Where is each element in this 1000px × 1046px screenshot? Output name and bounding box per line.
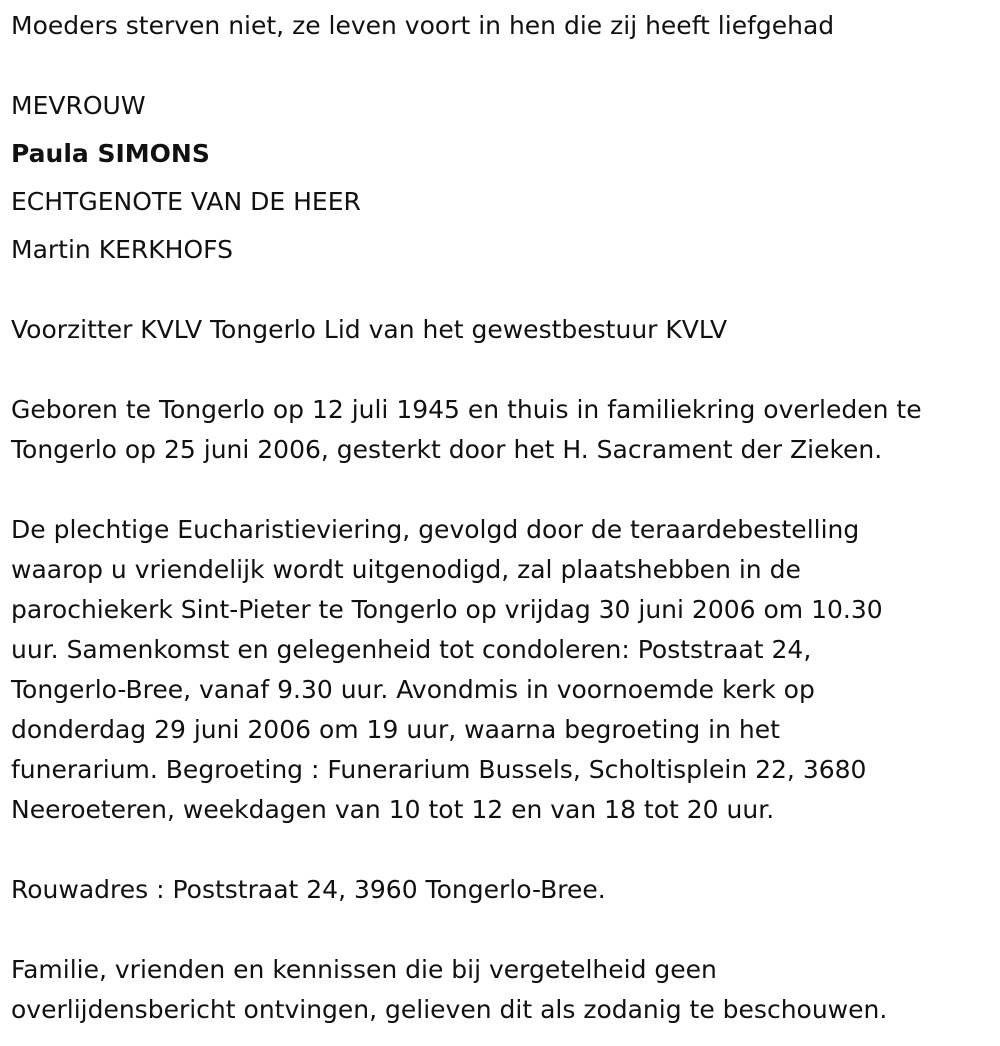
paragraph-line: Familie, vrienden en kennissen die bij vergetelheid geen — [11, 955, 717, 984]
paragraph-line: parochiekerk Sint-Pieter te Tongerlo op vrijdag 30 juni 2006 om 10.30 — [11, 595, 883, 624]
paragraph-line: Tongerlo op 25 juni 2006, gesterkt door het H. Sacrament der Zieken. — [11, 435, 883, 464]
paragraph-line: waarop u vriendelijk wordt uitgenodigd, zal plaatshebben in de — [11, 555, 801, 584]
mourning-address: Rouwadres : Poststraat 24, 3960 Tongerlo-Bree. — [11, 875, 606, 904]
spouse-name: Martin KERKHOFS — [11, 235, 233, 264]
paragraph-line: overlijdensbericht ontvingen, gelieven dit als zodanig te beschouwen. — [11, 995, 888, 1024]
paragraph-line: uur. Samenkomst en gelegenheid tot condoleren: Poststraat 24, — [11, 635, 812, 664]
honorific: MEVROUW — [11, 91, 146, 120]
paragraph-line: Geboren te Tongerlo op 12 juli 1945 en thuis in familiekring overleden te — [11, 395, 922, 424]
paragraph-line: De plechtige Eucharistieviering, gevolgd door de teraardebestelling — [11, 515, 860, 544]
paragraph-line: Tongerlo-Bree, vanaf 9.30 uur. Avondmis in voornoemde kerk op — [11, 675, 815, 704]
closing-paragraph — [11, 950, 986, 1030]
motto: Moeders sterven niet, ze leven voort in hen die zij heeft liefgehad — [11, 11, 835, 40]
role-line: Voorzitter KVLV Tongerlo Lid van het gewestbestuur KVLV — [11, 315, 728, 344]
birth-death-paragraph — [11, 390, 986, 470]
spouse-label: ECHTGENOTE VAN DE HEER — [11, 187, 361, 216]
paragraph-line: funerarium. Begroeting : Funerarium Bussels, Scholtisplein 22, 3680 — [11, 755, 867, 784]
deceased-name: Paula SIMONS — [11, 139, 210, 168]
paragraph-line: Neeroeteren, weekdagen van 10 tot 12 en van 18 tot 20 uur. — [11, 795, 775, 824]
paragraph-line: donderdag 29 juni 2006 om 19 uur, waarna begroeting in het — [11, 715, 780, 744]
ceremony-paragraph — [11, 510, 986, 830]
